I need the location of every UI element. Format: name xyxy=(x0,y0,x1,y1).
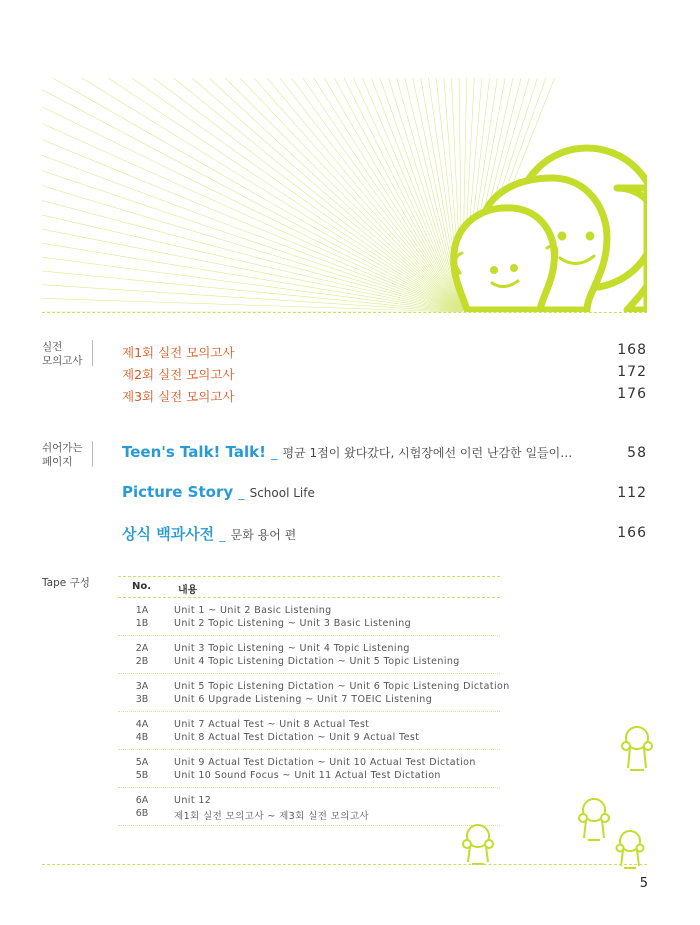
tape-row xyxy=(118,636,500,674)
header-divider xyxy=(42,312,647,313)
tape-col-no: No. xyxy=(132,581,152,592)
tape-desc: Unit 4 Topic Listening Dictation ~ Unit 5 Topic Listening xyxy=(174,656,460,667)
break-pages-label xyxy=(42,441,83,469)
kid-doodle-icon xyxy=(618,724,656,776)
encyclopedia-separator: _ xyxy=(219,528,226,542)
tape-code: 6A xyxy=(135,795,149,806)
mock-tests-label-line1: 실전 xyxy=(42,341,63,353)
toc-page-mock-1: 168 xyxy=(617,342,647,358)
toc-page-picture-story: 112 xyxy=(617,485,647,501)
footer-divider xyxy=(42,864,647,865)
toc-item-picture-story[interactable] xyxy=(122,483,315,501)
page-number: 5 xyxy=(639,876,648,891)
kid-doodle-icon xyxy=(458,822,498,868)
tape-code: 3B xyxy=(135,694,149,705)
toc-item-encyclopedia[interactable] xyxy=(122,523,296,544)
teens-talk-title: Teen's Talk! Talk! xyxy=(122,443,266,461)
toc-page-encyclopedia: 166 xyxy=(617,525,647,541)
tape-col-content: 내용 xyxy=(178,585,198,596)
mock-tests-label xyxy=(42,340,83,368)
picture-story-subtitle: School Life xyxy=(249,486,315,500)
toc-item-mock-1[interactable]: 제1회 실전 모의고사 xyxy=(122,345,235,360)
break-pages-rule xyxy=(92,441,93,467)
tape-desc: Unit 5 Topic Listening Dictation ~ Unit 6 Topic Listening Dictation xyxy=(174,681,510,692)
tape-code: 1B xyxy=(135,618,149,629)
tape-row xyxy=(118,598,500,636)
tape-code: 2A xyxy=(135,643,149,654)
tape-row xyxy=(118,712,500,750)
tape-row xyxy=(118,750,500,788)
sunburst-illustration xyxy=(42,78,647,312)
mock-tests-rule xyxy=(92,340,93,366)
picture-story-title: Picture Story xyxy=(122,483,234,501)
tape-desc: Unit 12 xyxy=(174,795,212,806)
tape-desc: Unit 2 Topic Listening ~ Unit 3 Basic Listening xyxy=(174,618,412,629)
tape-desc: Unit 7 Actual Test ~ Unit 8 Actual Test xyxy=(174,719,370,730)
tape-desc: Unit 10 Sound Focus ~ Unit 11 Actual Test Dictation xyxy=(174,770,441,781)
tape-desc: 제1회 실전 모의고사 ~ 제3회 실전 모의고사 xyxy=(174,811,369,822)
teens-talk-subtitle: 평균 1점이 왔다갔다, 시험장에선 이런 난감한 일들이… xyxy=(282,446,573,460)
tape-code: 4B xyxy=(135,732,149,743)
encyclopedia-title: 상식 백과사전 xyxy=(122,525,215,543)
tape-code: 3A xyxy=(135,681,149,692)
tape-code: 5B xyxy=(135,770,149,781)
cartoon-kids-icon xyxy=(454,148,647,310)
tape-row xyxy=(118,674,510,712)
kid-doodle-icon xyxy=(612,828,648,872)
tape-code: 4A xyxy=(135,719,149,730)
kid-doodle-icon xyxy=(574,796,614,846)
toc-page-mock-3: 176 xyxy=(617,386,647,402)
break-pages-label-line2: 페이지 xyxy=(42,456,73,468)
tape-table xyxy=(118,576,510,826)
tape-code: 5A xyxy=(135,757,149,768)
tape-row xyxy=(118,788,500,826)
picture-story-separator: _ xyxy=(238,486,245,500)
tape-code: 2B xyxy=(135,656,149,667)
encyclopedia-subtitle: 문화 용어 편 xyxy=(230,528,297,542)
mock-tests-label-line2: 모의고사 xyxy=(42,355,83,367)
tape-table-header xyxy=(118,576,500,598)
tape-desc: Unit 8 Actual Test Dictation ~ Unit 9 Actual Test xyxy=(174,732,420,743)
tape-desc: Unit 3 Topic Listening ~ Unit 4 Topic Listening xyxy=(174,643,410,654)
tape-label: Tape 구성 xyxy=(42,577,90,589)
tape-desc: Unit 9 Actual Test Dictation ~ Unit 10 Actual Test Dictation xyxy=(174,757,476,768)
tape-desc: Unit 6 Upgrade Listening ~ Unit 7 TOEIC Listening xyxy=(174,694,433,705)
tape-code: 6B xyxy=(135,808,149,819)
tape-desc: Unit 1 ~ Unit 2 Basic Listening xyxy=(174,605,332,616)
header-illustration xyxy=(42,78,647,312)
toc-page-teens-talk: 58 xyxy=(627,445,647,461)
toc-item-teens-talk[interactable] xyxy=(122,443,572,461)
toc-page-mock-2: 172 xyxy=(617,364,647,380)
tape-code: 1A xyxy=(135,605,149,616)
toc-item-mock-2[interactable]: 제2회 실전 모의고사 xyxy=(122,367,235,382)
toc-item-mock-3[interactable]: 제3회 실전 모의고사 xyxy=(122,389,235,404)
teens-talk-separator: _ xyxy=(271,446,278,460)
break-pages-label-line1: 쉬어가는 xyxy=(42,442,83,454)
